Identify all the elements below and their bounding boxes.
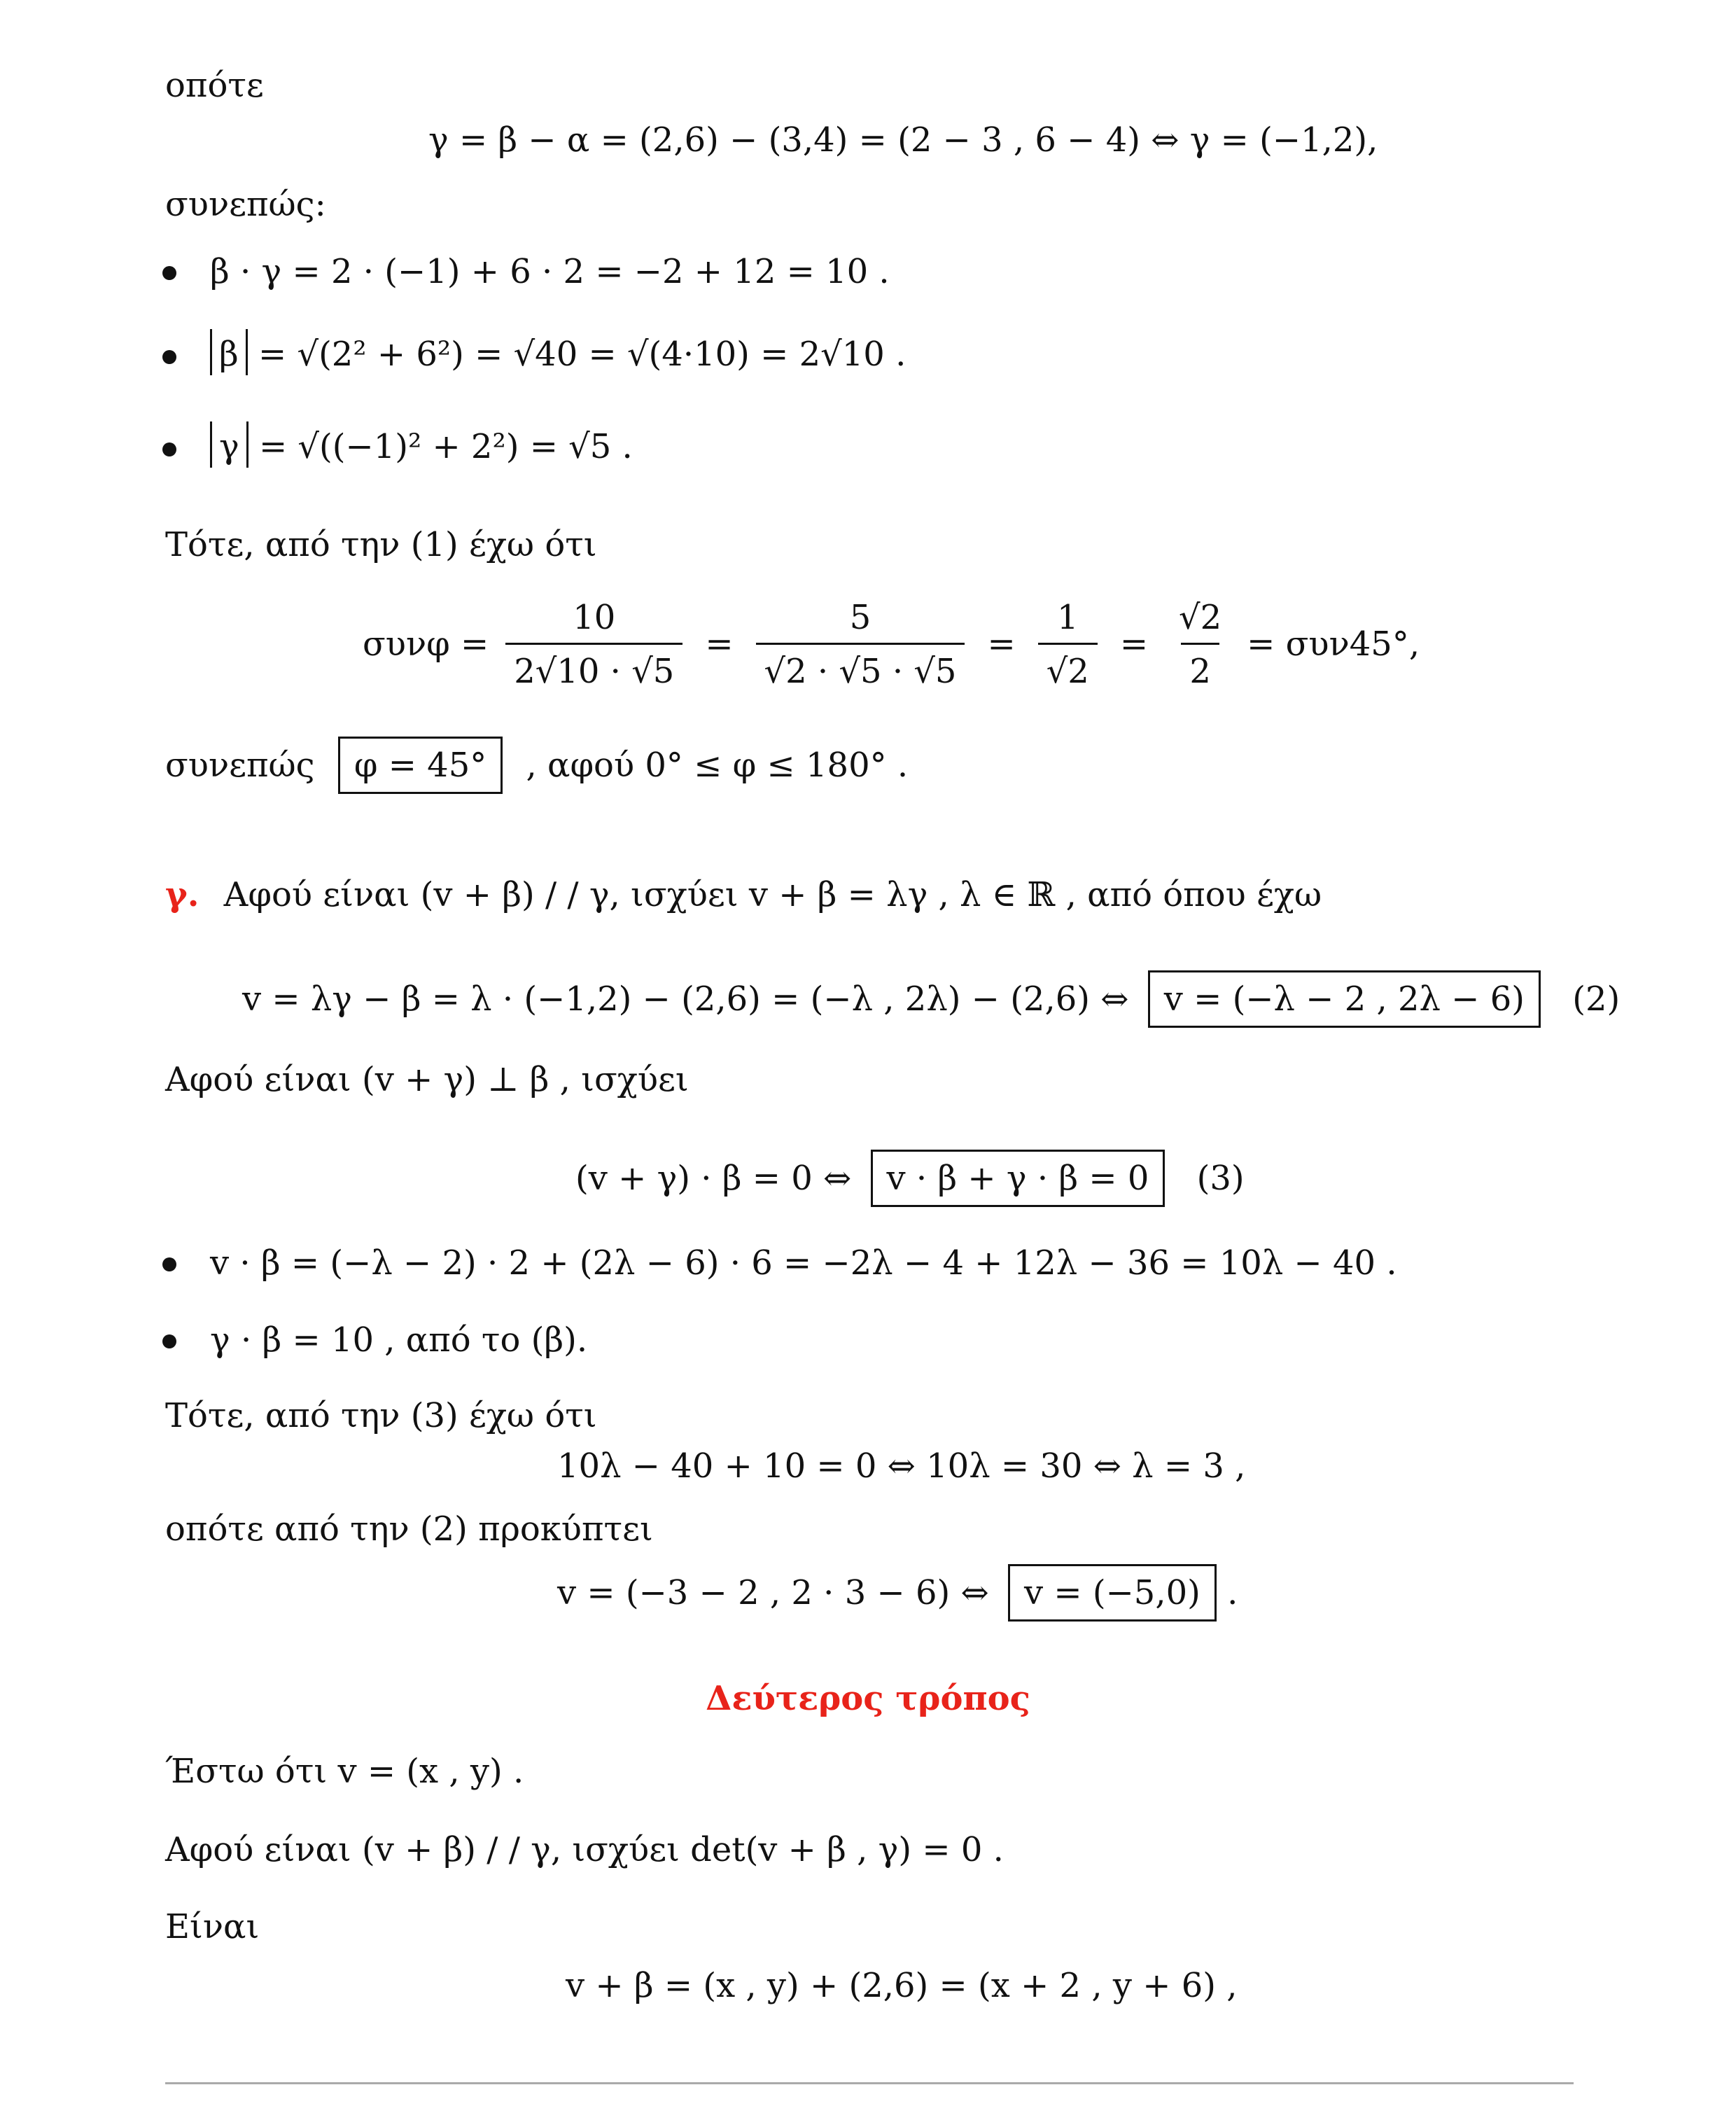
v-final-box: v = (−5,0) (1008, 1564, 1217, 1622)
v-equation-left: v = λγ − β = λ · (−1,2) − (2,6) = (−λ , 2λ) − (2,6) ⇔ (242, 979, 1129, 1019)
tote-line-1: Τότε, από την (1) έχω ότι (165, 525, 597, 564)
einai-line: Είναι (165, 1907, 260, 1946)
opote-line: οπότε από την (2) προκύπτει (165, 1509, 653, 1549)
v-final-equation (557, 1564, 1238, 1622)
norm-beta-lhs: β (210, 329, 248, 375)
bullet-1 (162, 266, 176, 280)
footer-rule (165, 2082, 1574, 2084)
cos-fraction-4 (1170, 597, 1230, 692)
tote-line-2: Τότε, από την (3) έχω ότι (165, 1396, 597, 1435)
dot-equation (575, 1150, 1245, 1207)
sum-equation: v + β = (x , y) + (2,6) = (x + 2 , y + 6) , (566, 1966, 1238, 2005)
v-equation-box: v = (−λ − 2 , 2λ − 6) (1148, 970, 1541, 1028)
cos-fraction-3-num: 1 (1056, 597, 1079, 637)
estw-line: Έστω ότι v = (x , y) . (165, 1752, 524, 1791)
cos-lhs: συνφ = (363, 625, 489, 664)
bullet-5 (162, 1334, 176, 1348)
dot-equation-box: v · β + γ · β = 0 (871, 1150, 1166, 1207)
bullet-3 (162, 442, 176, 456)
equation-tag-3: (3) (1196, 1159, 1245, 1198)
bullet-4 (162, 1257, 176, 1271)
cos-fraction-4-den: 2 (1181, 643, 1219, 692)
det-line: Αφού είναι (v + β) / / γ, ισχύει det(v + β , γ) = 0 . (165, 1830, 1004, 1869)
cos-fraction-3 (1038, 597, 1098, 692)
v-final-left: v = (−3 − 2 , 2 · 3 − 6) ⇔ (557, 1573, 989, 1612)
cos-fraction-2 (756, 597, 965, 692)
norm-gamma-lhs: γ (210, 421, 248, 468)
part-gamma-text: Αφού είναι (v + β) / / γ, ισχύει v + β = λγ , λ ∈ ℝ , από όπου έχω (223, 875, 1322, 914)
cos-fraction-1-den: 2√10 · √5 (505, 643, 682, 692)
equation-tag-2: (2) (1572, 979, 1620, 1019)
bullet-2 (162, 350, 176, 364)
phi-box: φ = 45° (338, 737, 503, 794)
cos-fraction-1 (505, 597, 682, 692)
part-gamma-label: γ. (165, 875, 200, 914)
dot-gamma-beta: γ · β = 10 , από το (β). (210, 1320, 588, 1360)
cos-fraction-2-num: 5 (849, 597, 872, 637)
perp-line: Αφού είναι (v + γ) ⊥ β , ισχύει (165, 1060, 689, 1099)
v-equation (242, 970, 1620, 1028)
word-synepos: συνεπώς: (165, 185, 326, 224)
norm-beta (210, 329, 906, 375)
norm-beta-rhs: = √(2² + 6²) = √40 = √(4·10) = 2√10 . (258, 335, 906, 374)
cos-rhs: = συν45°, (1247, 625, 1420, 664)
section-heading: Δεύτερος τρόπος (706, 1679, 1030, 1718)
cos-fraction-4-num: √2 (1179, 597, 1222, 637)
cos-equation: συνφ = $\frac{10}{2√10 \cdot √5}$ = $\frac{5}{√2 \cdot √5 \cdot √5}$ = $\frac{1}{√2}$ = $\frac{√2}{2}$ = συν45°, (363, 597, 1420, 691)
dot-beta-gamma: β · γ = 2 · (−1) + 6 · 2 = −2 + 12 = 10 . (210, 252, 890, 291)
equation-gamma: γ = β − α = (2,6) − (3,4) = (2 − 3 , 6 − 4) ⇔ γ = (−1,2), (428, 120, 1378, 160)
dot-equation-left: (v + γ) · β = 0 ⇔ (575, 1159, 852, 1198)
word-synepos-2: συνεπώς (165, 746, 315, 785)
cos-fraction-1-num: 10 (573, 597, 616, 637)
norm-gamma-rhs: = √((−1)² + 2²) = √5 . (258, 427, 633, 466)
phi-result (165, 737, 908, 794)
part-gamma-line (165, 874, 1322, 916)
phi-range: , αφού 0° ≤ φ ≤ 180° . (526, 746, 909, 785)
cos-fraction-2-den: √2 · √5 · √5 (756, 643, 965, 692)
norm-gamma (210, 421, 633, 468)
cos-fraction-3-den: √2 (1038, 643, 1098, 692)
word-opote: οπότε (165, 66, 264, 105)
lambda-equation: 10λ − 40 + 10 = 0 ⇔ 10λ = 30 ⇔ λ = 3 , (557, 1446, 1246, 1486)
v-final-end: . (1227, 1573, 1238, 1612)
dot-v-beta: v · β = (−λ − 2) · 2 + (2λ − 6) · 6 = −2λ − 4 + 12λ − 36 = 10λ − 40 . (210, 1243, 1397, 1283)
